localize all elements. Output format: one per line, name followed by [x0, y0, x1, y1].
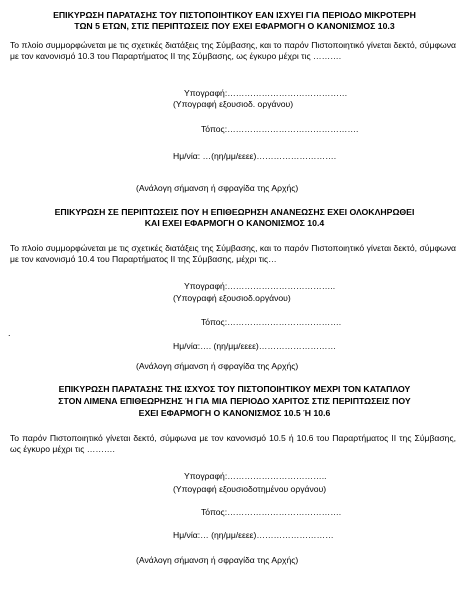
- section-3-title-line-1: ΕΠΙΚΥΡΩΣΗ ΠΑΡΑΤΑΣΗΣ ΤΗΣ ΙΣΧΥΟΣ ΤΟΥ ΠΙΣΤΟΠΟΙΗΤΙΚΟΥ ΜΕΧΡΙ ΤΟΝ ΚΑΤΑΠΛΟΥ: [58, 384, 411, 394]
- stray-dot-mark: .: [8, 328, 11, 338]
- section-1-title-line-1: ΕΠΙΚΥΡΩΣΗ ΠΑΡΑΤΑΣΗΣ ΤΟΥ ΠΙΣΤΟΠΟΙΗΤΙΚΟΥ ΕΑΝ ΙΣΧΥΕΙ ΓΙΑ ΠΕΡΙΟΔΟ ΜΙΚΡΟΤΕΡΗ: [53, 10, 416, 20]
- section-1-signature-field: Υπογραφή:……………………………………: [184, 88, 348, 98]
- section-3-stamp-note: (Ανάλογη σήμανση ή σφραγίδα της Αρχής): [136, 555, 299, 565]
- section-3-place-field: Τόπος:………………………………….: [201, 507, 342, 517]
- section-1-date-field: Ημ/νία: …(ηη/μμ/εεεε)……………………….: [173, 151, 337, 161]
- section-1-body: Το πλοίο συμμορφώνεται με τις σχετικές διατάξεις της Σύμβασης, και το παρόν Πιστοποιητικό γίνεται δεκτό, σύμφωνα με τον κανονισμό 10.3 του Παραρτήματος ΙΙ της Σύμβασης, ως έγκυρο μέχρι τις ……….: [10, 40, 456, 61]
- section-2-place-field: Τόπος:………………………………….: [201, 317, 342, 327]
- section-3-signature-field: Υπογραφή:……………………………..: [184, 471, 327, 481]
- section-3-body: Το παρόν Πιστοποιητικό γίνεται δεκτό, σύμφωνα με τον κανονισμό 10.5 ή 10.6 του Παραρτήματος ΙΙ της Σύμβασης, ως έγκυρο μέχρι τις ……….: [10, 433, 456, 454]
- section-2-signature-caption: (Υπογραφή εξουσιοδ.οργάνου): [173, 293, 291, 303]
- section-3-title-line-3: ΕΧΕΙ ΕΦΑΡΜΟΓΗ Ο ΚΑΝΟΝΙΣΜΟΣ 10.5 Ή 10.6: [138, 408, 331, 418]
- section-1-signature-caption: (Υπογραφή εξουσιοδ. οργάνου): [173, 99, 294, 109]
- section-1-place-field: Τόπος:……………………………………….: [201, 124, 359, 134]
- section-2-date-field: Ημ/νία:…. (ηη/μμ/εεεε)………………………: [173, 341, 337, 351]
- section-1-stamp-note: (Ανάλογη σήμανση ή σφραγίδα της Αρχής): [136, 183, 299, 193]
- section-2-title-line-2: ΚΑΙ ΕΧΕΙ ΕΦΑΡΜΟΓΗ Ο ΚΑΝΟΝΙΣΜΟΣ 10.4: [144, 218, 325, 228]
- section-3-signature-caption: (Υπογραφή εξουσιοδοτημένου οργάνου): [173, 484, 327, 494]
- section-2-signature-field: Υπογραφή:………………………………..: [184, 281, 336, 291]
- section-2-body: Το πλοίο συμμορφώνεται με τις σχετικές διατάξεις της Σύμβασης, και το παρόν Πιστοποιητικό γίνεται δεκτό, σύμφωνα με τον κανονισμό 10.4 του Παραρτήματος ΙΙ της Σύμβασης, μέχρι τις…: [10, 243, 456, 264]
- section-2-stamp-note: (Ανάλογη σήμανση ή σφραγίδα της Αρχής): [136, 361, 299, 371]
- section-3-title-line-2: ΣΤΟΝ ΛΙΜΕΝΑ ΕΠΙΘΕΩΡΗΣΗΣ Ή ΓΙΑ ΜΙΑ ΠΕΡΙΟΔΟ ΧΑΡΙΤΟΣ ΣΤΙΣ ΠΕΡΙΠΤΩΣΕΙΣ ΠΟΥ: [58, 396, 411, 406]
- section-2-title-line-1: ΕΠΙΚΥΡΩΣΗ ΣΕ ΠΕΡΙΠΤΩΣΕΙΣ ΠΟΥ Η ΕΠΙΘΕΩΡΗΣΗ ΑΝΑΝΕΩΣΗΣ ΕΧΕΙ ΟΛΟΚΛΗΡΩΘΕΙ: [54, 207, 415, 217]
- section-3-date-field: Ημ/νία:… (ηη/μμ/εεεε)………………………: [173, 530, 334, 540]
- section-1-title-line-2: ΤΩΝ 5 ΕΤΩΝ, ΣΤΙΣ ΠΕΡΙΠΤΩΣΕΙΣ ΠΟΥ ΕΧΕΙ ΕΦΑΡΜΟΓΗ Ο ΚΑΝΟΝΙΣΜΟΣ 10.3: [74, 21, 395, 31]
